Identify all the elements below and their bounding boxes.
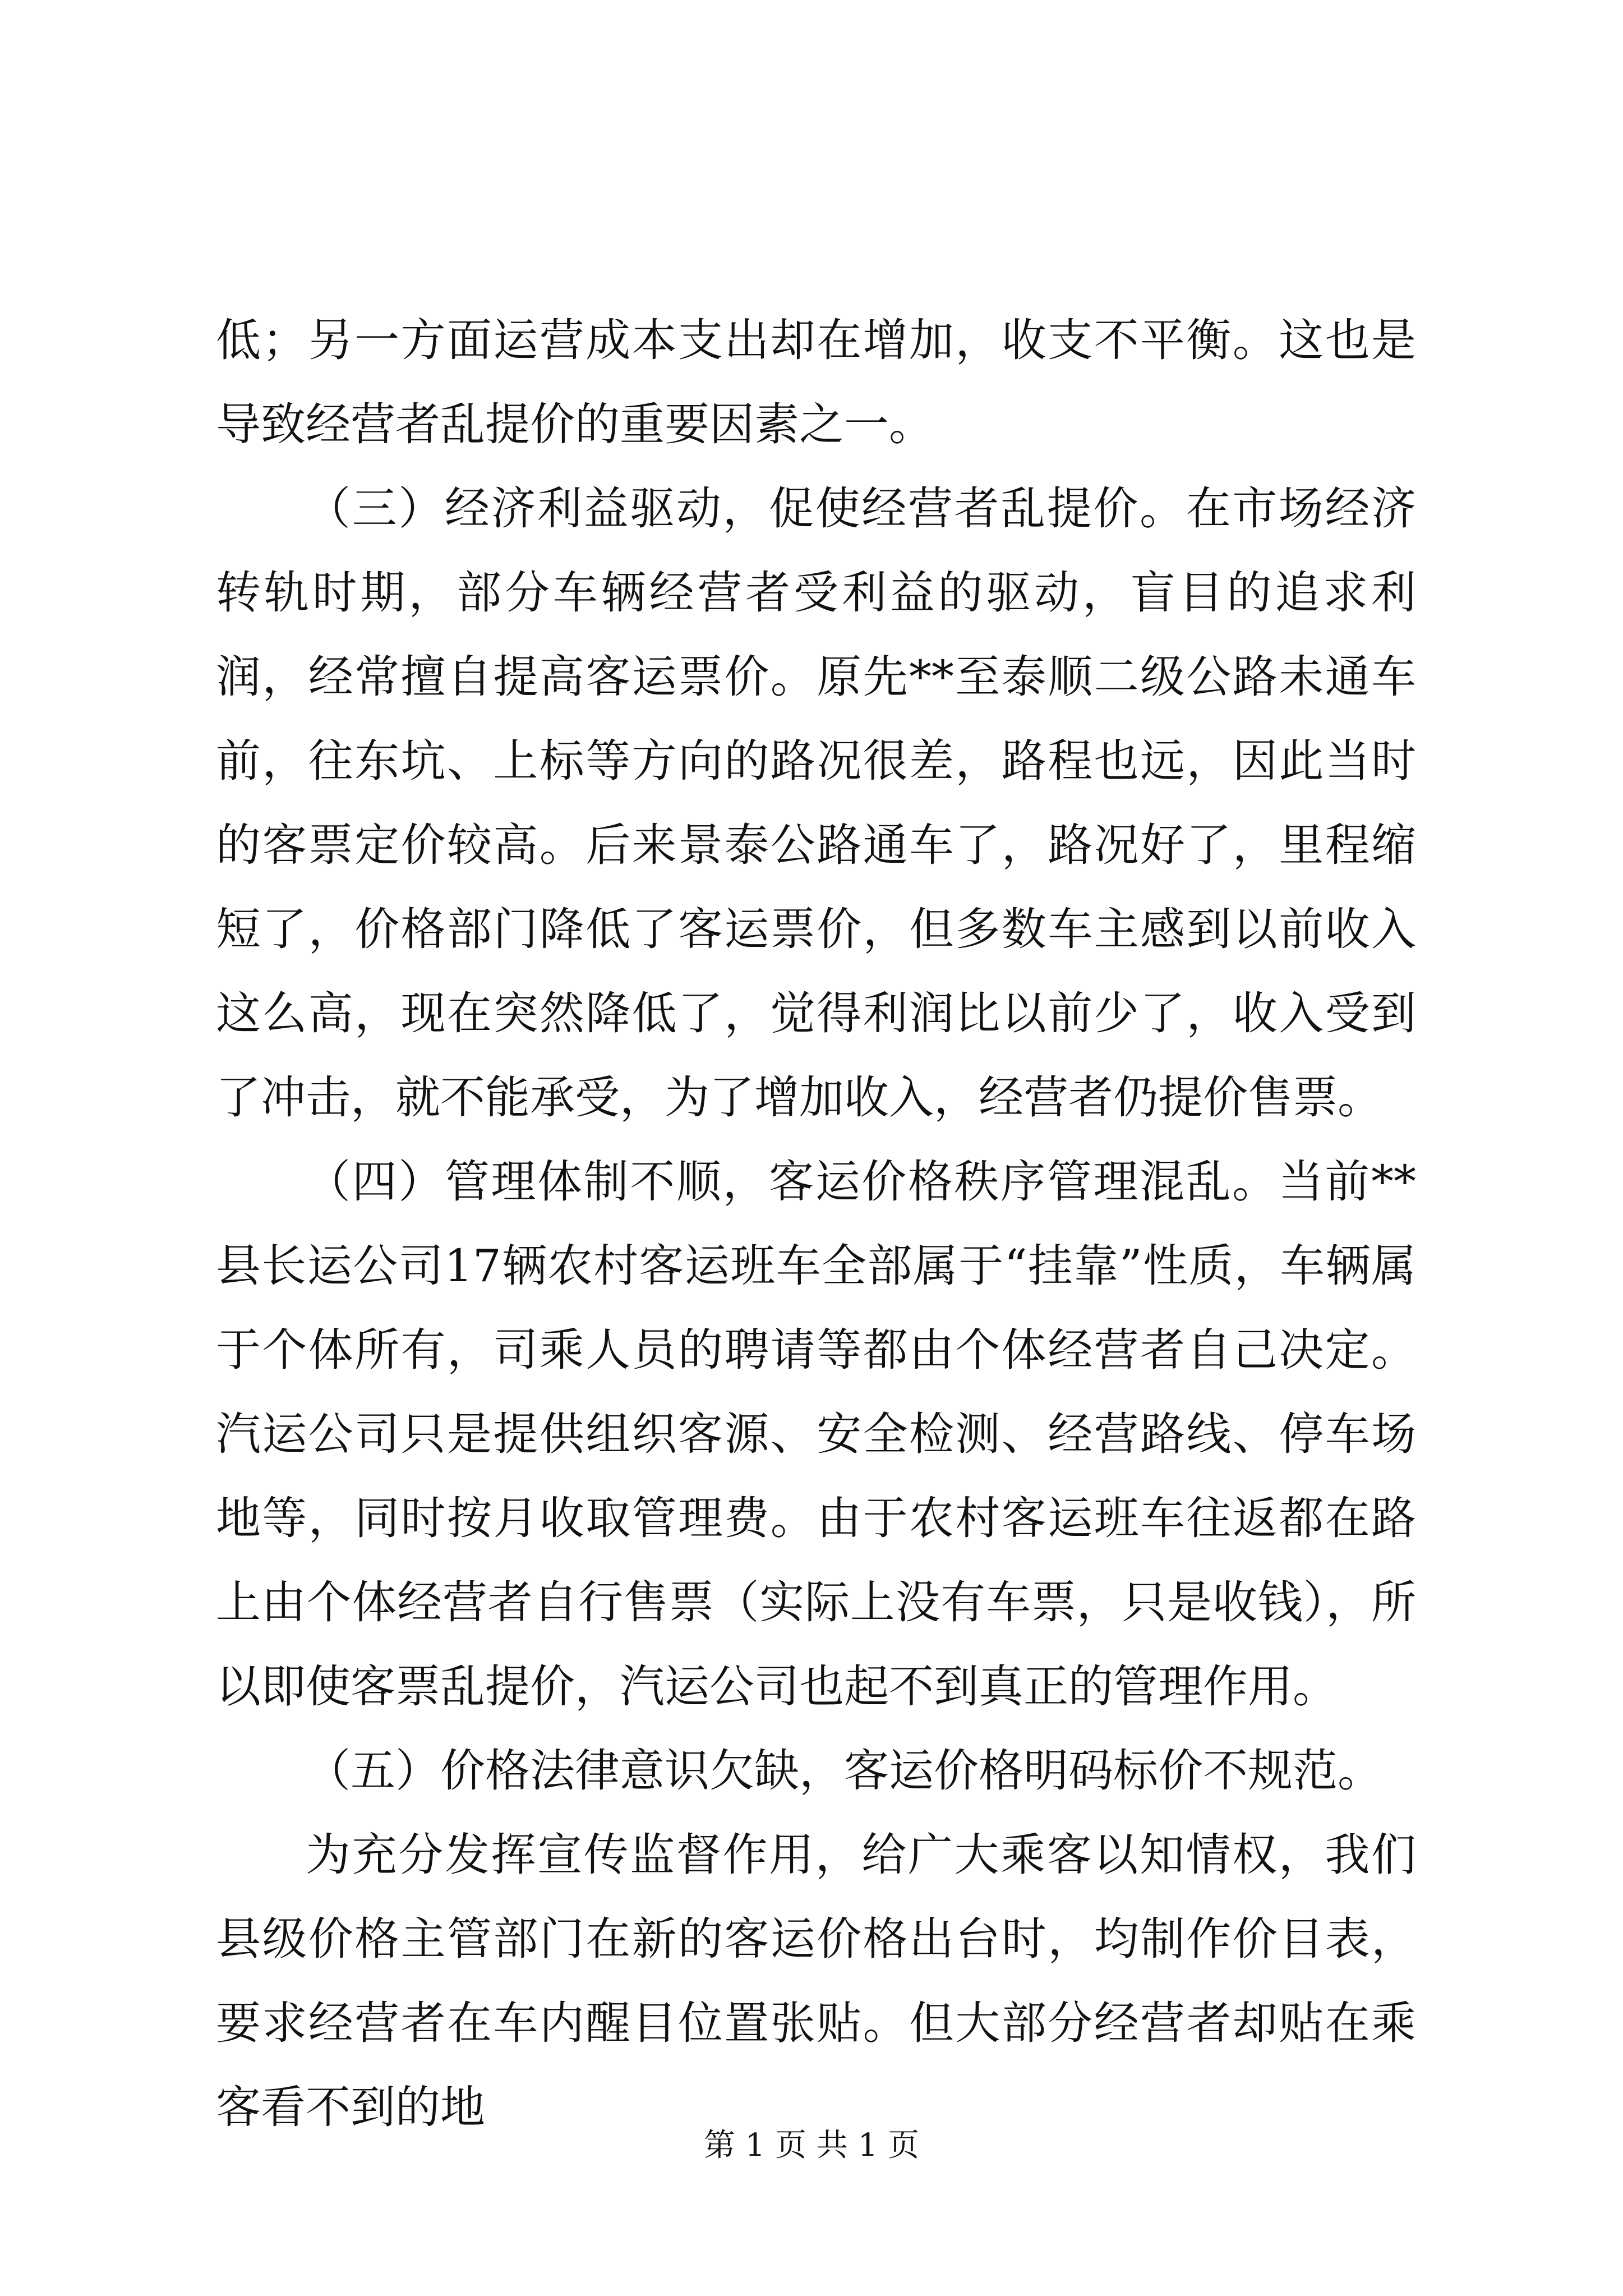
document-body bbox=[216, 298, 1416, 2150]
page-number-footer: 第 1 页 共 1 页 bbox=[703, 2127, 920, 2164]
paragraph-4: （五）价格法律意识欠缺，客运价格明码标价不规范。 bbox=[306, 1745, 1382, 1797]
paragraph-2: （三）经济利益驱动，促使经营者乱提价。在市场经济转轨时期，部分车辆经营者受利益的驱动，盲目的追求利润，经常擅自提高客运票价。原先**至泰顺二级公路未通车前，往东坑、上标等方向的路况很差，路程也远，因此当时的客票定价较高。后来景泰公路通车了，路况好了，里程缩短了，价格部门降低了客运票价，但多数车主感到以前收入这么高，现在突然降低了，觉得利润比以前少了，收入受到了冲击，就不能承受，为了增加收入，经营者仍提价售票。 bbox=[216, 482, 1416, 1124]
paragraph-5: 为充分发挥宣传监督作用，给广大乘客以知情权，我们县级价格主管部门在新的客运价格出台时，均制作价目表，要求经营者在车内醒目位置张贴。但大部分经营者却贴在乘客看不到的地 bbox=[216, 1829, 1416, 2133]
paragraph-3: （四）管理体制不顺，客运价格秩序管理混乱。当前**县长运公司17辆农村客运班车全部属于“挂靠”性质，车辆属于个体所有，司乘人员的聘请等都由个体经营者自己决定。汽运公司只是提供组织客源、安全检测、经营路线、停车场地等，同时按月收取管理费。由于农村客运班车往返都在路上由个体经营者自行售票（实际上没有车票，只是收钱），所以即使客票乱提价，汽运公司也起不到真正的管理作用。 bbox=[216, 1156, 1416, 1713]
paragraph-1: 低；另一方面运营成本支出却在增加，收支不平衡。这也是导致经营者乱提价的重要因素之一。 bbox=[216, 314, 1416, 450]
